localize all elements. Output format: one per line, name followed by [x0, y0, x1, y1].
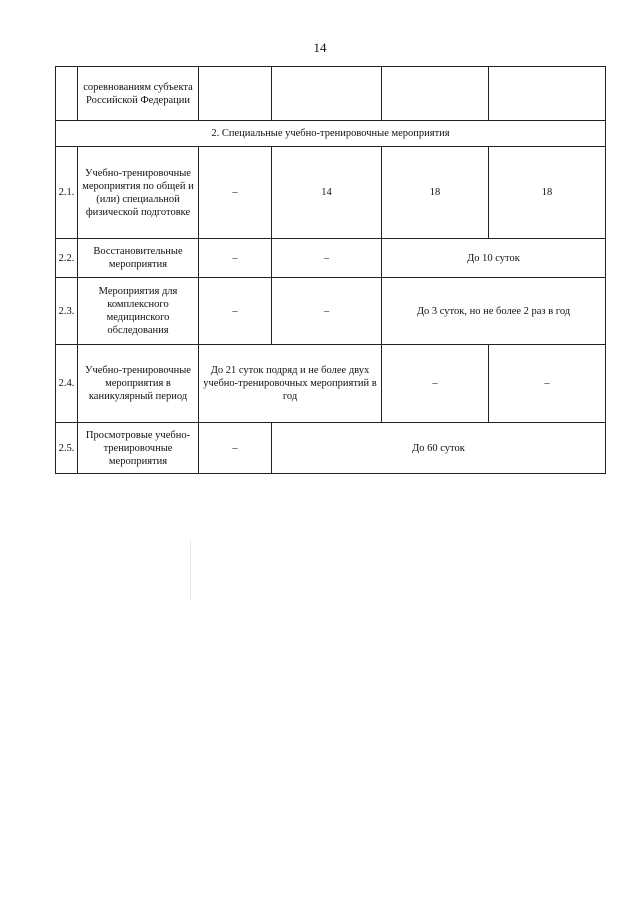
cell-value: –	[199, 278, 272, 345]
row-name: Учебно-тренировочные мероприятия в каникулярный период	[78, 345, 199, 423]
cell-value: –	[199, 147, 272, 239]
cell-value: –	[199, 423, 272, 474]
row-name: Восстановительные мероприятия	[78, 239, 199, 278]
cell-empty	[199, 67, 272, 121]
table-row	[56, 423, 606, 474]
row-number: 2.4.	[56, 345, 78, 423]
cell-num	[56, 67, 78, 121]
training-schedule-table	[55, 66, 606, 474]
cell-value: 18	[489, 147, 606, 239]
cell-empty	[382, 67, 489, 121]
cell-value-merged: До 21 суток подряд и не более двух учебно-тренировочных мероприятий в год	[199, 345, 382, 423]
row-name: Учебно-тренировочные мероприятия по общей и (или) специальной физической подготовке	[78, 147, 199, 239]
section-header: 2. Специальные учебно-тренировочные мероприятия	[56, 121, 606, 147]
table-row	[56, 278, 606, 345]
page-number: 14	[313, 40, 327, 55]
cell-value: –	[272, 278, 382, 345]
row-name: Просмотровые учебно-тренировочные мероприятия	[78, 423, 199, 474]
table-row-continuation	[56, 67, 606, 121]
scan-artifact	[190, 540, 191, 600]
row-name: Мероприятия для комплексного медицинского обследования	[78, 278, 199, 345]
cell-value-merged: До 3 суток, но не более 2 раз в год	[382, 278, 606, 345]
row-number: 2.2.	[56, 239, 78, 278]
row-number: 2.5.	[56, 423, 78, 474]
cell-value-merged: До 10 суток	[382, 239, 606, 278]
cell-empty	[489, 67, 606, 121]
cell-value: –	[489, 345, 606, 423]
table-row	[56, 345, 606, 423]
cell-value: –	[199, 239, 272, 278]
cell-value: 18	[382, 147, 489, 239]
row-number: 2.1.	[56, 147, 78, 239]
table-row	[56, 239, 606, 278]
cell-value-merged: До 60 суток	[272, 423, 606, 474]
cell-name: соревнованиям субъекта Российской Федерации	[78, 67, 199, 121]
section-header-row	[56, 121, 606, 147]
table-row	[56, 147, 606, 239]
row-number: 2.3.	[56, 278, 78, 345]
cell-value: 14	[272, 147, 382, 239]
cell-value: –	[272, 239, 382, 278]
cell-empty	[272, 67, 382, 121]
cell-value: –	[382, 345, 489, 423]
